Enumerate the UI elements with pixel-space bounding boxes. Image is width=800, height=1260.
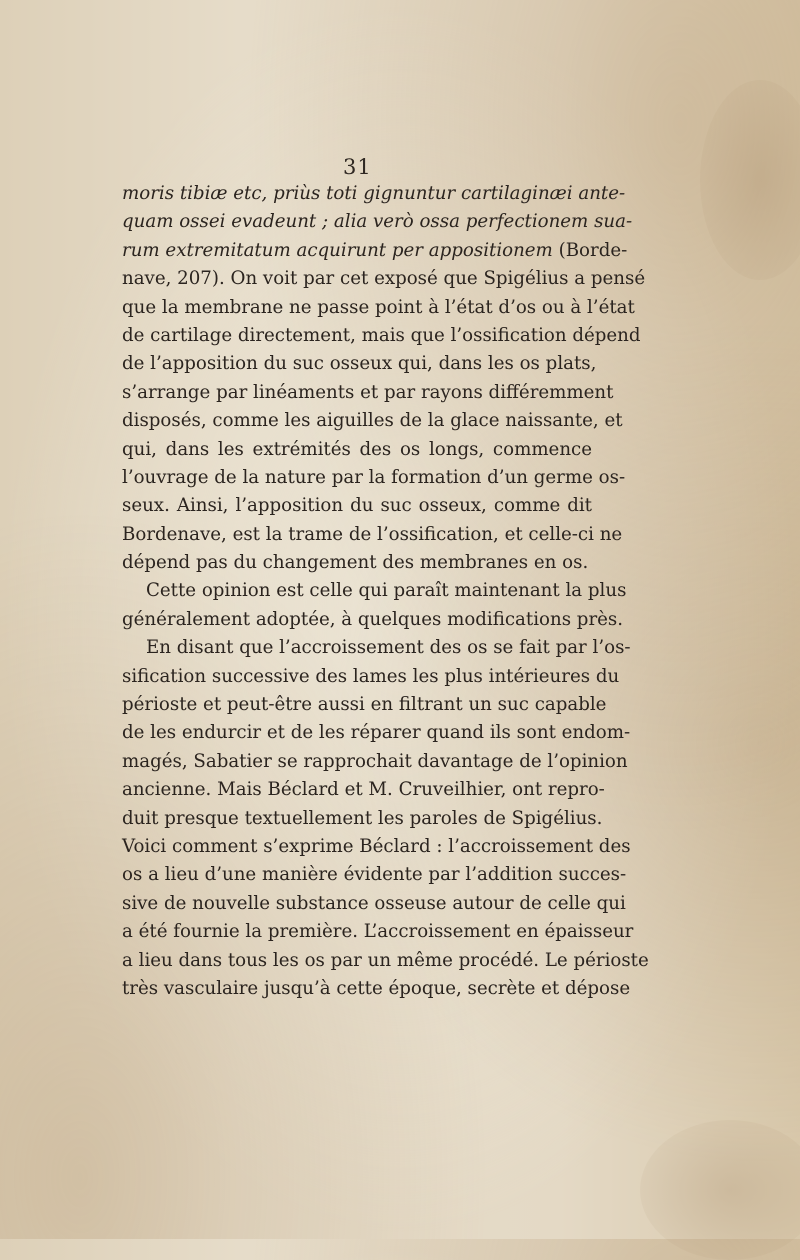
text-line [122, 577, 627, 605]
text-line [122, 748, 628, 776]
text-line [122, 719, 631, 747]
text-segment: de les endurcir et de les réparer quand ils sont endom- [122, 722, 631, 744]
text-segment: disposés, comme les aiguilles de la glace naissante, et [122, 410, 623, 432]
text-segment: qui, dans les extrémités des os longs, commence [122, 438, 592, 460]
italic-text: quam ossei evadeunt ; alia verò ossa perfectionem sua- [122, 211, 633, 233]
text-line [122, 691, 607, 719]
text-line [122, 890, 626, 918]
text-line [122, 805, 603, 833]
text-segment: l’ouvrage de la nature par la formation d’un germe os- [122, 466, 626, 488]
text-segment: magés, Sabatier se rapprochait davantage de l’opinion [122, 750, 628, 772]
text-line [122, 663, 620, 691]
italic-text: moris tibiæ etc, priùs toti gignuntur cartilaginæi ante- [122, 183, 626, 204]
text-line [122, 322, 641, 350]
text-segment: très vasculaire jusqu’à cette époque, secrète et dépose [122, 977, 631, 999]
text-segment: os a lieu d’une manière évidente par l’addition succes- [122, 864, 627, 886]
text-segment: nave, 207). On voit par cet exposé que Spigélius a pensé [122, 268, 646, 290]
text-line [122, 776, 605, 804]
text-line [122, 464, 626, 492]
text-segment: a lieu dans tous les os par un même procédé. Le périoste [122, 949, 649, 971]
text-segment: ancienne. Mais Béclard et M. Cruveilhier, ont repro- [122, 779, 605, 801]
text-segment: sive de nouvelle substance osseuse autour de celle qui [122, 892, 626, 914]
page-number: 31 [343, 155, 372, 179]
text-line [122, 861, 627, 889]
text-segment: (Borde- [552, 239, 628, 261]
text-line [122, 436, 592, 464]
text-segment: a été fournie la première. L’accroissement en épaisseur [122, 921, 634, 943]
paper-stain [640, 1120, 800, 1260]
text-segment: Voici comment s’exprime Béclard : l’accroissement des [122, 835, 631, 857]
text-line [122, 265, 646, 293]
text-line [122, 918, 634, 946]
paper-stain [700, 80, 800, 280]
text-line [122, 350, 597, 378]
text-segment: périoste et peut-être aussi en filtrant un suc capable [122, 694, 607, 716]
text-line [122, 947, 649, 975]
text-line [122, 521, 623, 549]
text-line [122, 180, 626, 208]
text-line [122, 549, 592, 577]
text-segment: s’arrange par linéaments et par rayons différemment [122, 381, 614, 403]
text-segment: dépend pas du changement des membranes en os. [122, 552, 589, 574]
text-segment: sification successive des lames les plus intérieures du [122, 665, 620, 687]
text-line [122, 634, 631, 662]
text-segment: duit presque textuellement les paroles de Spigélius. [122, 807, 603, 829]
text-segment: généralement adoptée, à quelques modifications près. [122, 608, 624, 630]
text-line [122, 606, 624, 634]
text-line [122, 833, 631, 861]
text-line [122, 492, 592, 520]
text-line [122, 407, 623, 435]
text-segment: de l’apposition du suc osseux qui, dans les os plats, [122, 353, 597, 375]
text-segment: seux. Ainsi, l’apposition du suc osseux, comme dit [122, 495, 592, 517]
text-segment: Bordenave, est la trame de l’ossification, et celle-ci ne [122, 523, 623, 545]
text-segment: de cartilage directement, mais que l’ossification dépend [122, 324, 641, 346]
text-segment: En disant que l’accroissement des os se fait par l’os- [146, 637, 631, 659]
text-segment: que la membrane ne passe point à l’état d’os ou à l’état [122, 296, 635, 318]
text-line [122, 237, 628, 265]
italic-text: rum extremitatum acquirunt per appositionem [122, 239, 553, 261]
body-text [122, 180, 649, 1003]
text-segment: Cette opinion est celle qui paraît maintenant la plus [146, 580, 627, 602]
text-line [122, 379, 614, 407]
text-line [122, 975, 631, 1003]
text-line [122, 208, 633, 236]
text-line [122, 294, 635, 322]
